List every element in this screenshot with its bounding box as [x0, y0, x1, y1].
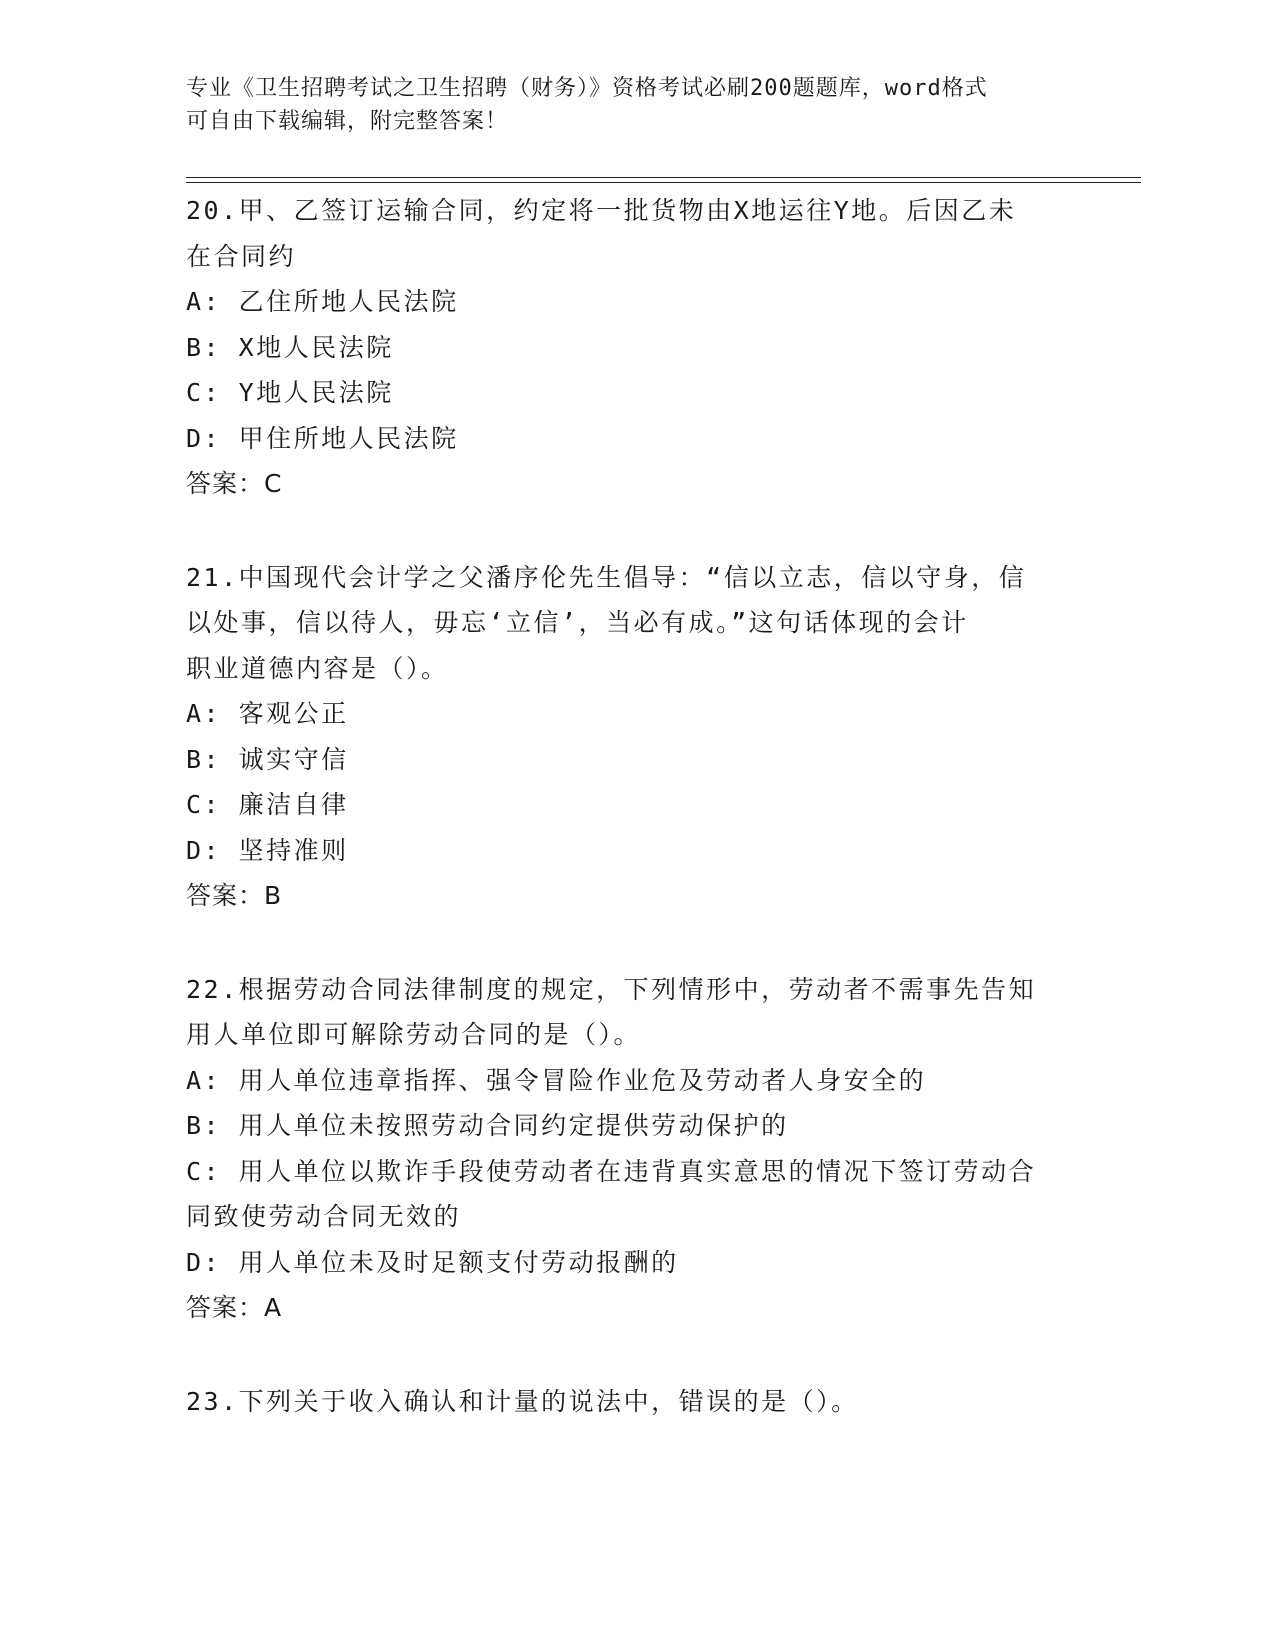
document-header — [186, 72, 1066, 138]
question-20-option-d: D: 甲住所地人民法院 — [186, 423, 459, 453]
question-20-option-c: C: Y地人民法院 — [186, 378, 394, 407]
header-line-2: 可自由下载编辑，附完整答案！ — [186, 109, 509, 134]
question-22-stem-line-1: 22.根据劳动合同法律制度的规定，下列情形中，劳动者不需事先告知 — [186, 974, 1037, 1004]
question-22 — [186, 967, 1086, 1331]
question-21-option-a: A: 客观公正 — [186, 699, 349, 728]
question-20 — [186, 188, 1086, 507]
question-20-answer: 答案：C — [186, 469, 283, 498]
question-20-option-b: B: X地人民法院 — [186, 332, 394, 362]
question-spacer — [186, 919, 1086, 967]
header-divider-bottom — [186, 182, 1141, 183]
header-line-1: 专业《卫生招聘考试之卫生招聘（财务）》资格考试必刷200题题库，word格式 — [186, 76, 988, 101]
question-21 — [186, 555, 1086, 919]
question-22-option-d: D: 用人单位未及时足额支付劳动报酬的 — [186, 1247, 679, 1277]
question-21-option-c: C: 廉洁自律 — [186, 790, 349, 819]
question-21-answer: 答案：B — [186, 881, 283, 910]
question-list — [186, 188, 1086, 1424]
question-22-option-c: C: 用人单位以欺诈手段使劳动者在违背真实意思的情况下签订劳动合 — [186, 1156, 1037, 1186]
question-21-option-d: D: 坚持准则 — [186, 835, 349, 865]
question-spacer — [186, 1331, 1086, 1379]
question-23-stem-line-1: 23.下列关于收入确认和计量的说法中，错误的是（）。 — [186, 1386, 859, 1416]
question-22-option-b: B: 用人单位未按照劳动合同约定提供劳动保护的 — [186, 1111, 789, 1140]
header-divider-top — [186, 177, 1141, 178]
question-21-stem-line-1: 21.中国现代会计学之父潘序伦先生倡导：“信以立志，信以守身，信 — [186, 562, 1027, 592]
question-22-option-a: A: 用人单位违章指挥、强令冒险作业危及劳动者人身安全的 — [186, 1065, 927, 1095]
question-21-option-b: B: 诚实守信 — [186, 744, 349, 774]
question-20-option-a: A: 乙住所地人民法院 — [186, 287, 459, 316]
question-22-stem-line-2: 用人单位即可解除劳动合同的是（）。 — [186, 1020, 642, 1049]
question-22-answer: 答案：A — [186, 1293, 283, 1322]
question-23 — [186, 1379, 1086, 1425]
question-21-stem-line-2: 以处事，信以待人，毋忘‘立信’，当必有成。”这句话体现的会计 — [186, 608, 969, 637]
question-22-option-c-continued: 同致使劳动合同无效的 — [186, 1202, 462, 1231]
question-21-stem-line-3: 职业道德内容是（）。 — [186, 653, 449, 683]
question-20-stem-line-2: 在合同约 — [186, 241, 297, 271]
question-20-stem-line-1: 20.甲、乙签订运输合同，约定将一批货物由X地运往Y地。后因乙未 — [186, 196, 1017, 225]
question-spacer — [186, 507, 1086, 555]
